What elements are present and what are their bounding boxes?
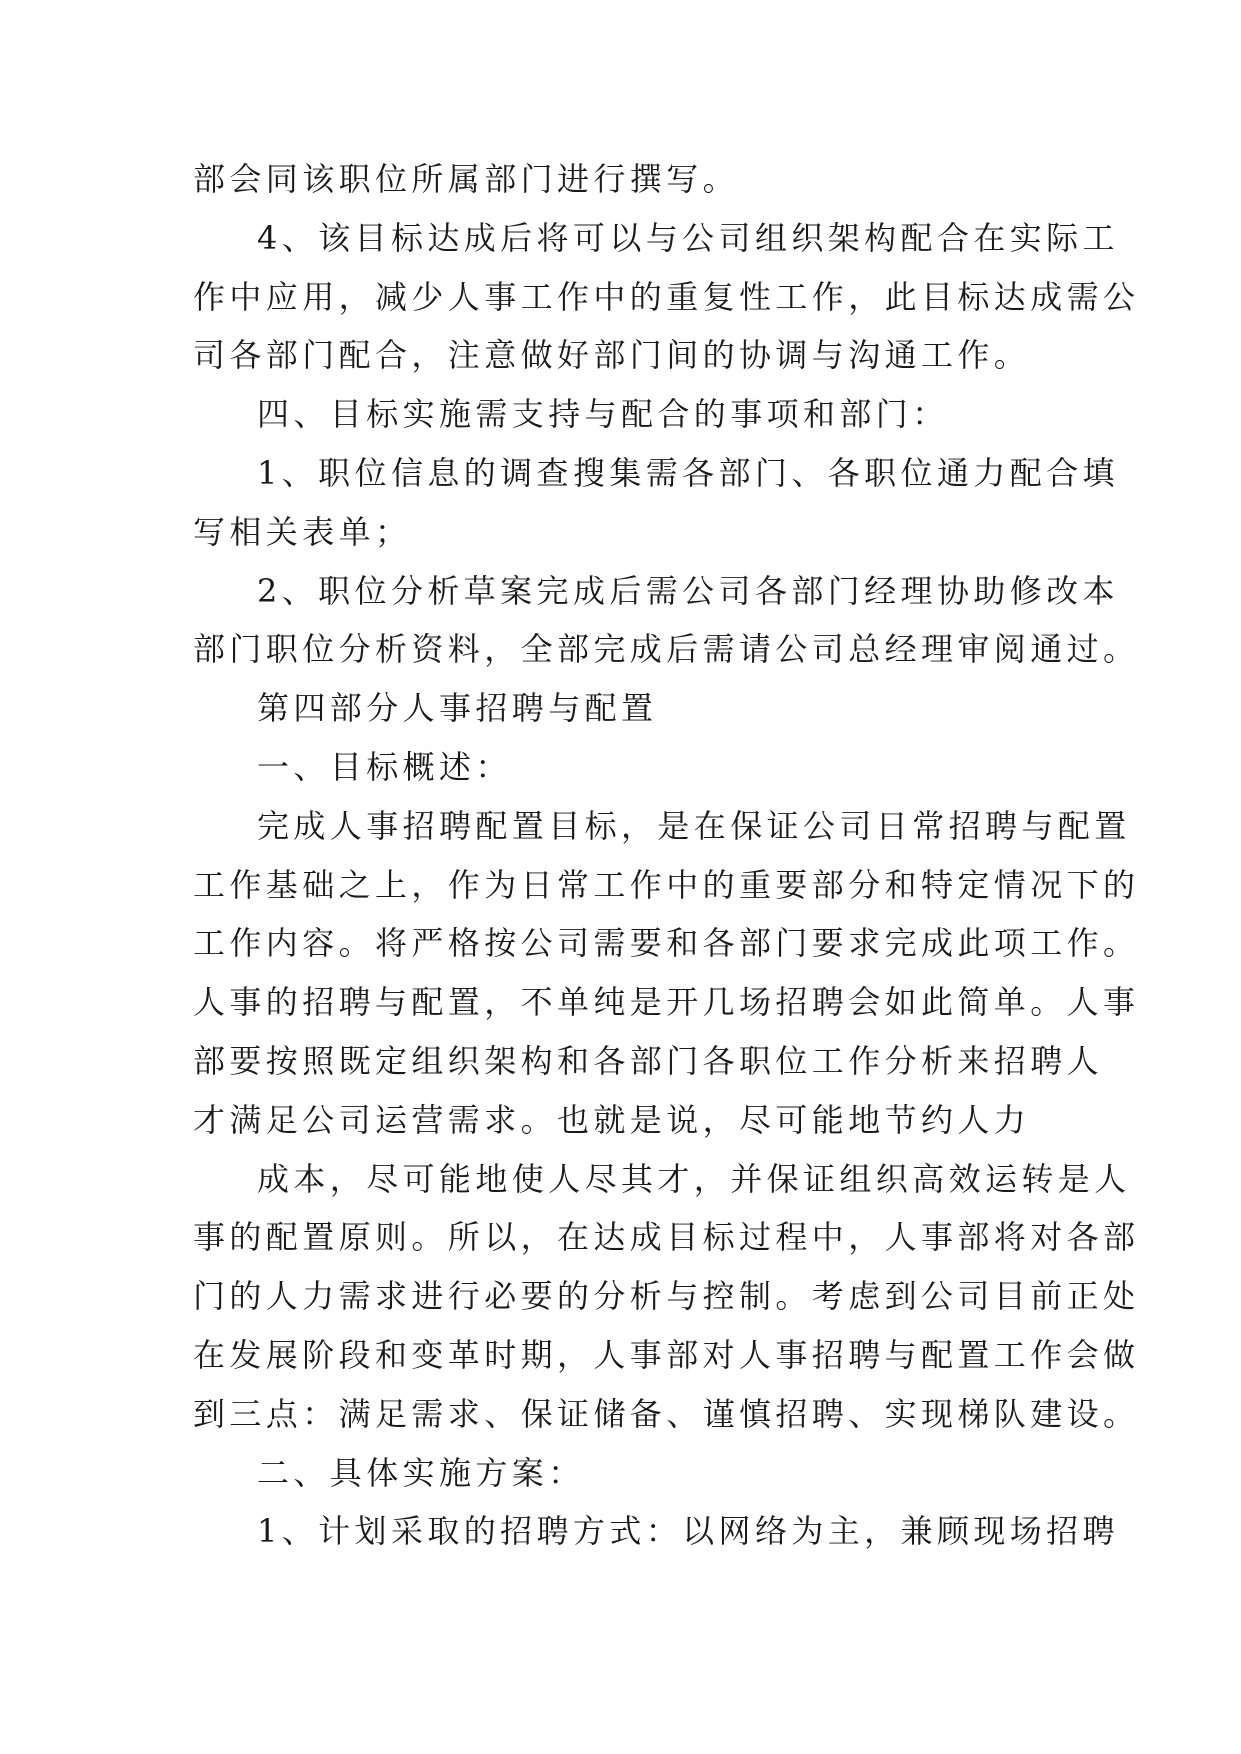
text-line: 在发展阶段和变革时期，人事部对人事招聘与配置工作会做 <box>193 1335 1140 1374</box>
text-line: 成本，尽可能地使人尽其才，并保证组织高效运转是人 <box>257 1159 1131 1198</box>
text-line: 部要按照既定组织架构和各部门各职位工作分析来招聘人 <box>193 1041 1104 1080</box>
text-line: 写相关表单； <box>193 512 412 551</box>
text-line: 工作基础之上，作为日常工作中的重要部分和特定情况下的 <box>193 865 1140 904</box>
text-line: 司各部门配合，注意做好部门间的协调与沟通工作。 <box>193 336 1031 375</box>
text-line: 1、职位信息的调查搜集需各部门、各职位通力配合填 <box>257 453 1119 492</box>
text-line: 部会同该职位所属部门进行撰写。 <box>193 160 740 198</box>
text-line: 4、该目标达成后将可以与公司组织架构配合在实际工 <box>257 218 1119 257</box>
text-line: 部门职位分析资料，全部完成后需请公司总经理审阅通过。 <box>193 630 1140 669</box>
text-line: 二、具体实施方案： <box>257 1453 585 1492</box>
text-line: 完成人事招聘配置目标，是在保证公司日常招聘与配置 <box>257 806 1131 845</box>
text-line: 到三点：满足需求、保证储备、谨慎招聘、实现梯队建设。 <box>193 1394 1140 1433</box>
body-text <box>193 150 1140 1561</box>
text-line: 事的配置原则。所以，在达成目标过程中，人事部将对各部 <box>193 1218 1140 1257</box>
text-line: 人事的招聘与配置，不单纯是开几场招聘会如此简单。人事 <box>193 983 1140 1022</box>
text-line: 才满足公司运营需求。也就是说，尽可能地节约人力 <box>193 1100 1031 1139</box>
text-line: 2、职位分析草案完成后需公司各部门经理协助修改本 <box>257 571 1119 610</box>
text-line: 一、目标概述： <box>257 747 512 786</box>
text-line: 作中应用，减少人事工作中的重复性工作，此目标达成需公 <box>193 277 1140 316</box>
text-line: 门的人力需求进行必要的分析与控制。考虑到公司目前正处 <box>193 1277 1140 1316</box>
text-line: 四、目标实施需支持与配合的事项和部门： <box>257 395 949 434</box>
text-line: 工作内容。将严格按公司需要和各部门要求完成此项工作。 <box>193 924 1140 963</box>
text-line: 第四部分人事招聘与配置 <box>257 689 658 728</box>
text-line: 1、计划采取的招聘方式：以网络为主，兼顾现场招聘 <box>257 1512 1119 1551</box>
